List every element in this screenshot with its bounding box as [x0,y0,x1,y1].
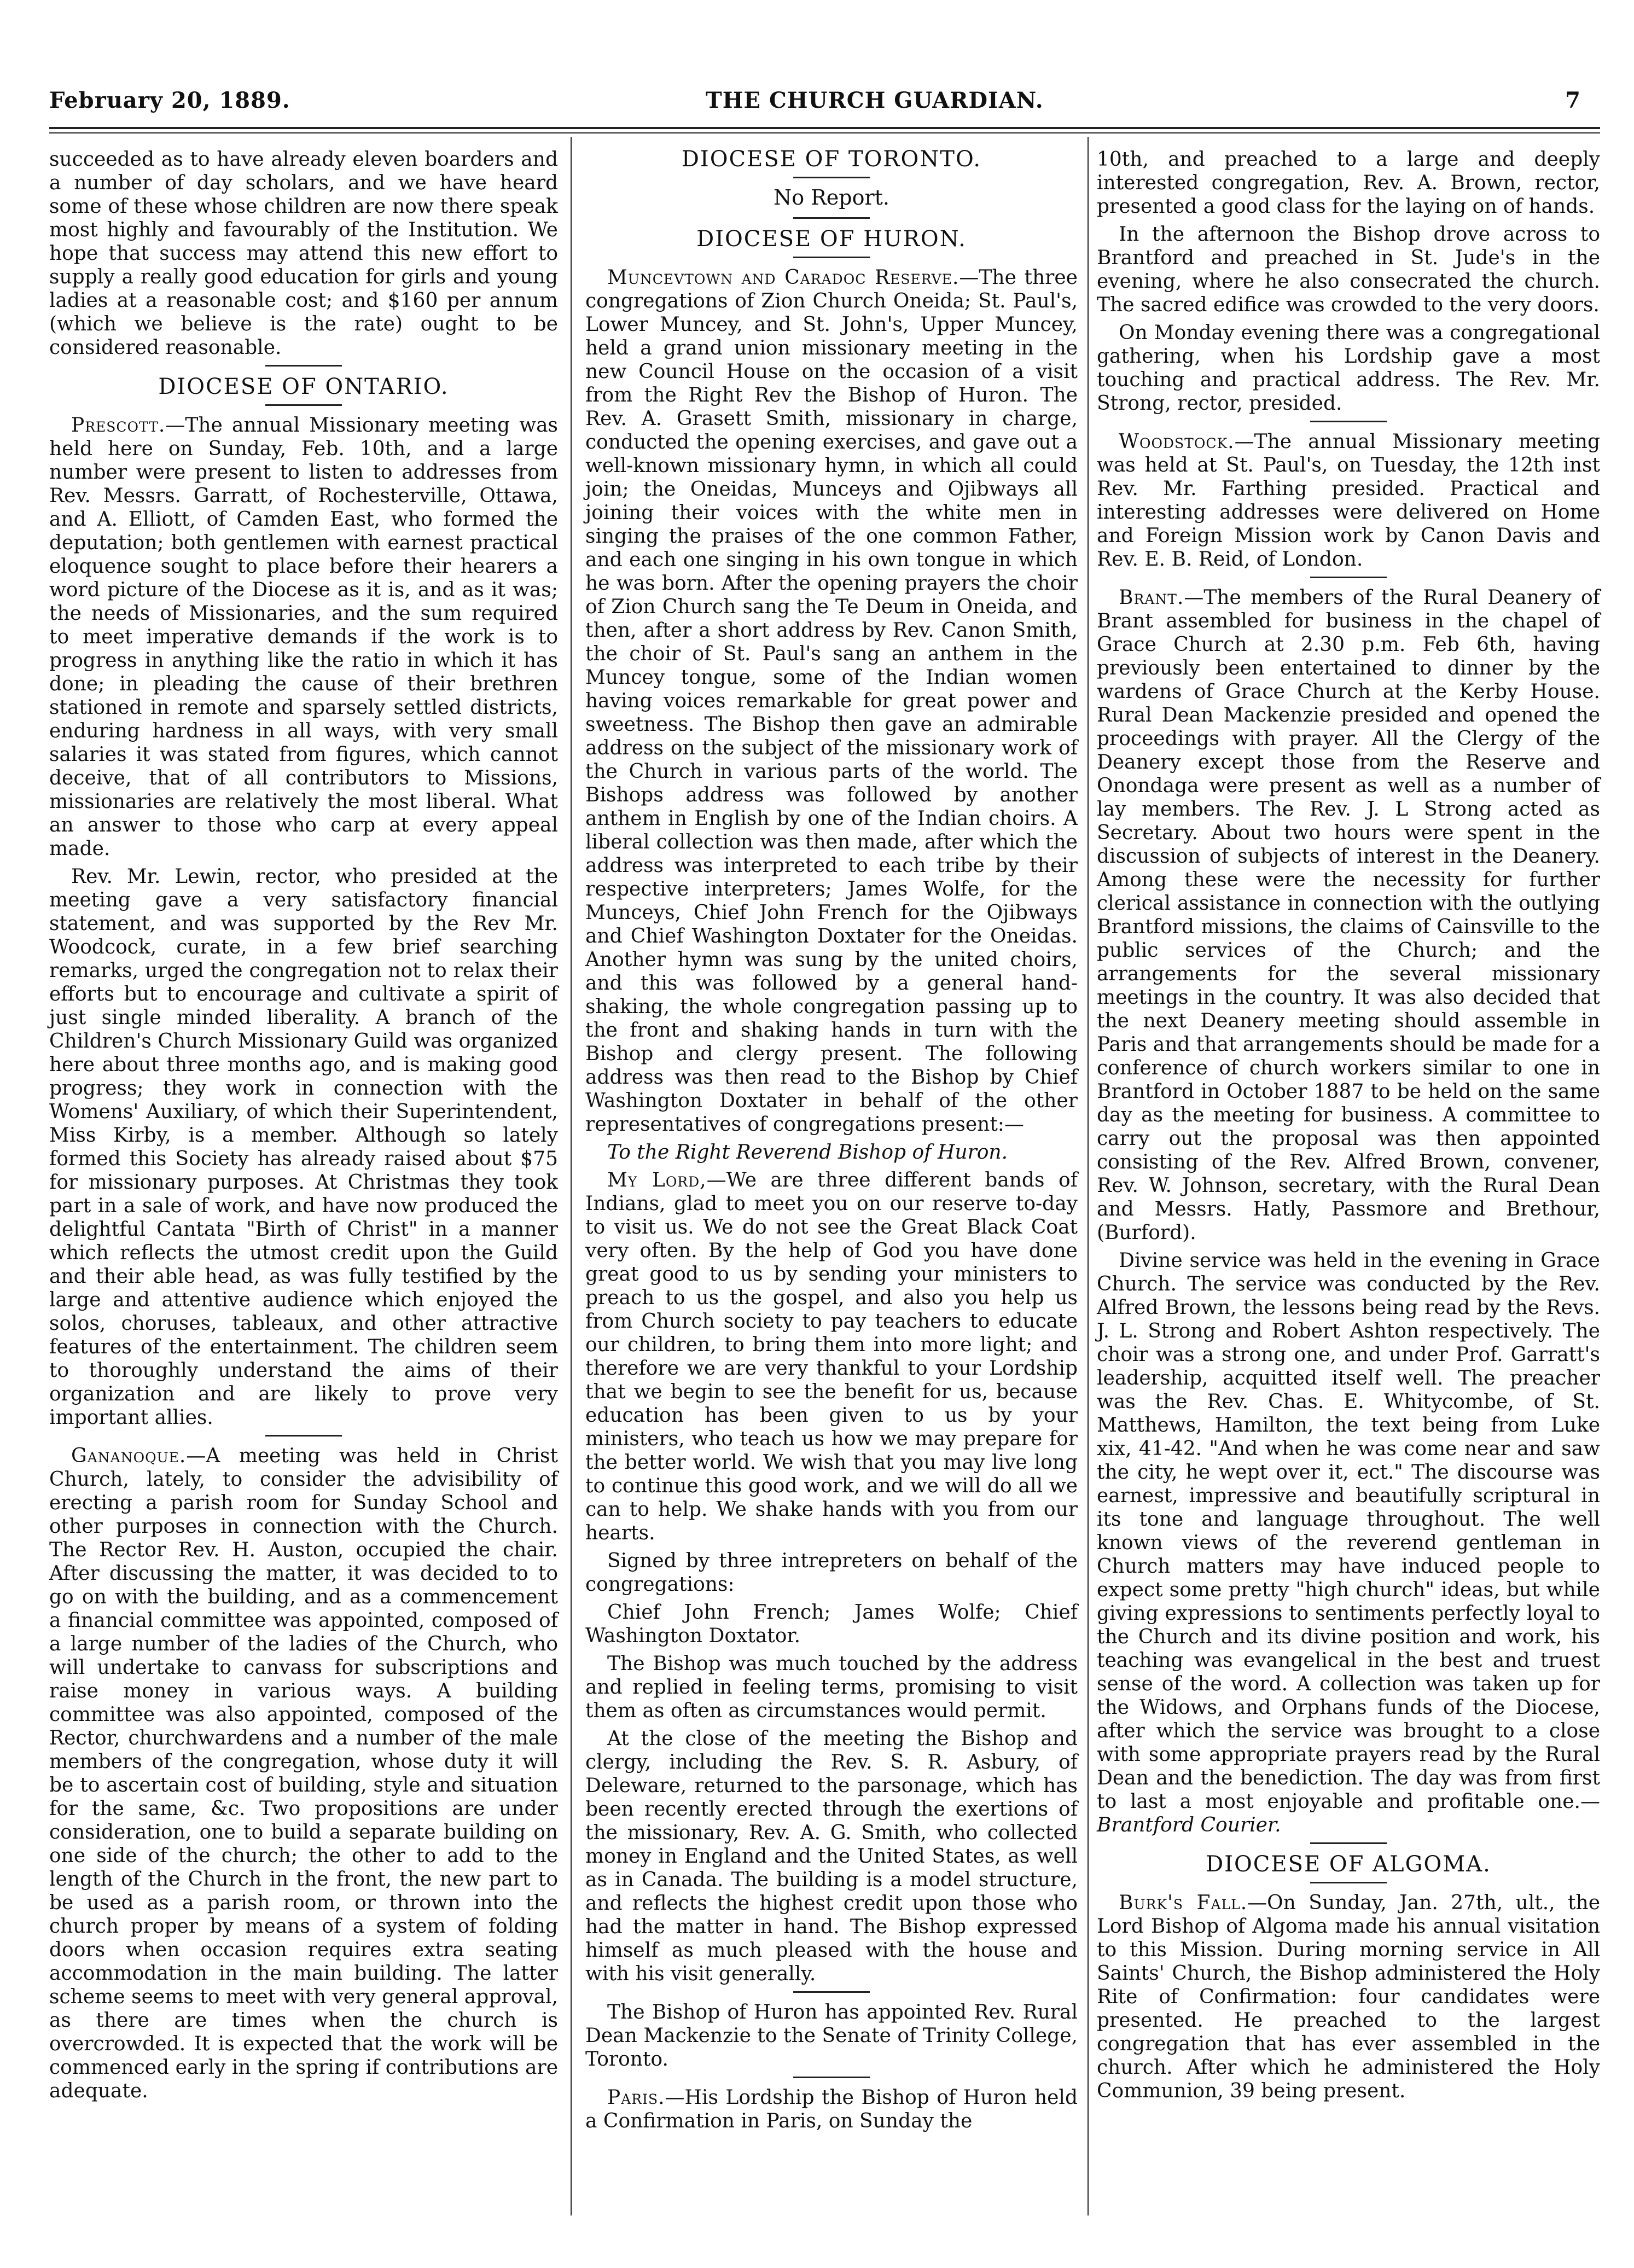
section-divider [793,1991,870,1993]
section-divider [1310,1882,1387,1883]
section-divider [1310,577,1387,578]
article-text: Rev. Mr. Lewin, rector, who presided at the meeting gave a very satisfactory financial statement, and was supported by the Rev Mr. Woodcock, curate, in a few brief searching remarks, urged the congregation not to relax their efforts but to encourage and cultivate a spirit of just single minded liberality. A branch of the Children's Church Missionary Guild was organized here about three months ago, and is making good progress; they work in connection with the Womens' Auxiliary, of which their Superintendent, Miss Kirby, is a member. Although so lately formed this Society has already raised about $75 for missionary purposes. At Christmas they took part in a sale of work, and have now produced the delightful Cantata "Birth of Christ" in a manner which reflects the utmost credit upon the Guild and their able head, as was fully testified by the large and attentive audience which enjoyed the solos, choruses, tableaux, and other attractive features of the entertainment. The children seem to thoroughly understand the aims of their organization and are likely to prove very important allies. [49,865,558,1429]
header-rule [49,127,1600,129]
article-text: The Bishop was much touched by the address and replied in feeling terms, promising to visit them as often as circumstances would permit. [585,1653,1078,1722]
article-text [585,266,1078,1136]
article-text [585,2086,1078,2133]
section-divider [793,177,870,178]
section-divider [1310,1842,1387,1844]
address-heading: To the Right Reverend Bishop of Huron. [607,1141,1008,1164]
article-text [49,414,558,860]
page-header [49,88,1581,126]
column-rule-2 [1088,137,1089,2215]
article-text [1097,1891,1600,2103]
article-text: —The annual Missionary meeting was held here on Sunday, Feb. 10th, and a large number were present to listen to addresses from Rev. Messrs. Garratt, of Rochesterville, Ottawa, and A. Elliott, of Camden East, who formed the deputation; both gentlemen with earnest practical eloquence sought to place before their hearers a word picture of the Diocese as it is, and as it was; the needs of Missionaries, and the sum required to meet imperative demands if the work is to progress in anything like the ratio in which it has done; in pleading the cause of their brethren stationed in remote and sparsely settled districts, enduring hardness in all ways, with very small salaries it was stated from figures, which cannot deceive, that of all contributors to Missions, missionaries are relatively the most liberal. What an answer to those who carp at every appeal made. [49,414,558,860]
article-text: On Monday evening there was a congregational gathering, when his Lordship gave a most touching and practical address. The Rev. Mr. Strong, rector, presided. [1097,322,1600,415]
header-date: February 20, 1889. [49,88,290,113]
article-text: —We are three different bands of Indians, glad to meet you on our reserve to-day to visit us. We do not see the Great Black Coat very often. By the help of God you have done great good to us by sending your ministers to preach to us the gospel, and also you help us from Church society to pay teachers to educate our children, to bring them into more light; and therefore we are very thankful to your Lordship that we begin to see the benefit for us, because education has been given to us by your ministers, who teach us how we may prepare for the better world. We wish that you may live long to continue this good work, and we will do all we can to help. We shake hands with you from our hearts. [585,1169,1078,1544]
article-text: succeeded as to have already eleven boarders and a number of day scholars, and we have heard some of these whose children are now there speak most highly and favourably of the Institution. We hope that success may attend this new effort to supply a really good education for girls and young ladies at a reasonable cost; and $160 per annum (which we believe is the rate) ought to be considered reasonable. [49,148,558,359]
article-text [49,1444,558,2103]
section-divider [265,1435,342,1437]
section-heading: DIOCESE OF ONTARIO. [158,374,449,399]
header-rule-thin [49,132,1600,133]
header-page-number: 7 [1565,88,1581,113]
place-name: Burk's Fall. [1119,1892,1248,1914]
article-text [1097,1249,1600,1837]
source-credit: —Brantford Courier. [1097,1790,1600,1836]
article-text: —The three congregations of Zion Church Oneida; St. Paul's, Lower Muncey, and St. John's, Upper Muncey, held a grand union missionary meeting in the new Council House on the occasion of a visit from the Right Rev the Bishop of Huron. The Rev. A. Grasett Smith, missionary in charge, conducted the opening exercises, and gave out a well-known missionary hymn, in which all could join; the Oneidas, Munceys and Ojibways all joining their voices with the white men in singing the praises of the one common Father, and each one singing in his own tongue in which he was born. After the opening prayers the choir of Zion Church sang the Te Deum in Oneida, and then, after a short address by Rev. Canon Smith, the choir of St. Paul's sang an anthem in the Muncey tongue, some of the Indian women having voices remarkable for great power and sweetness. The Bishop then gave an admirable address on the subject of the missionary work of the Church in various parts of the world. The Bishops address was followed by another anthem in English by one of the Indian choirs. A liberal collection was then made, after which the address was interpreted to each tribe by their respective interpreters; James Wolfe, for the Munceys, Chief John French for the Ojibways and Chief Washington Doxtater for the Oneidas. Another hymn was sung by the united choirs, and this was followed by a general hand-shaking, the whole congregation passing up to the front and shaking hands in turn with the Bishop and clergy present. The following address was then read to the Bishop by Chief Washington Doxtater in behalf of the other representatives of congregations present:— [585,266,1078,1136]
place-name: Muncevtown and Caradoc Reserve. [607,266,960,289]
section-divider [265,404,342,406]
section-heading: DIOCESE OF HURON. [696,226,967,252]
article-text [1097,586,1600,1245]
article-text: —A meeting was held in Christ Church, lately, to consider the advisibility of erecting a parish room for Sunday School and other purposes in connection with the Church. The Rector Rev. H. Auston, occupied the chair. After discussing the matter, it was decided to to go on with the building, and as a commencement a financial committee was appointed, composed of a large number of the ladies of the Church, who will undertake to canvass for subscriptions and raise money in various ways. A building committee was also appointed, composed of the Rector, churchwardens and a number of the male members of the congregation, whose duty it will be to ascertain cost of building, style and situation for the same, &c. Two propositions are under consideration, one to build a separate building on one side of the church; the other to add to the length of the Church in the front, the new part to be used as a parish room, or thrown into the church proper by means of a system of folding doors when occasion requires extra seating accommodation in the main building. The latter scheme seems to meet with very general approval, as there are times when the church is overcrowded. It is expected that the work will be commenced early in the spring if contributions are adequate. [49,1445,558,2102]
salutation: My Lord, [607,1169,707,1191]
article-text: Chief John French; James Wolfe; Chief Washington Doxtator. [585,1601,1078,1647]
section-divider [265,365,342,367]
section-heading: DIOCESE OF TORONTO. [681,147,982,172]
article-text [1097,430,1600,571]
header-title: THE CHURCH GUARDIAN. [706,88,1044,113]
article-text: The Bishop of Huron has appointed Rev. Rural Dean Mackenzie to the Senate of Trinity College, Toronto. [585,2001,1078,2071]
article-text: 10th, and preached to a large and deeply interested congregation, Rev. A. Brown, rector, presented a good class for the laying on of hands. [1097,148,1600,218]
column-rule-1 [571,137,572,2215]
place-name: Paris. [607,2086,665,2109]
place-name: Woodstock. [1119,431,1235,453]
article-text: —The members of the Rural Deanery of Brant assembled for business in the chapel of Grace Church at 2.30 p.m. Feb 6th, having previously been entertained to dinner by the wardens of Grace Church at the Kerby House. Rural Dean Mackenzie presided and opened the proceedings with prayer. All the Clergy of the Deanery except those from the Reserve and Onondaga were present as well as a number of lay members. The Rev. J. L Strong acted as Secretary. About two hours were spent in the discussion of subjects of interest in the Deanery. Among these were the necessity for further clerical assistance in connection with the outlying Brantford missions, the claims of Cainsville to the public services of the Church; and the arrangements for the several missionary meetings in the country. It was also decided that the next Deanery meeting should assemble in Paris and that arrangements should be made for a conference of church workers similar to one in Brantford in October 1887 to be held on the same day as the meeting for business. A committee to carry out the proposal was then appointed consisting of the Rev. Alfred Brown, convener, Rev. W. Johnson, secretary, with the Rural Dean and Messrs. Hatly, Passmore and Brethour, (Burford). [1097,586,1600,1244]
column-1 [49,148,558,2107]
article-text: In the afternoon the Bishop drove across to Brantford and preached in St. Jude's in the evening, where he also consecrated the church. The sacred edifice was crowded to the very doors. [1097,223,1600,316]
article-text: At the close of the meeting the Bishop and clergy, including the Rev. S. R. Asbury, of Deleware, returned to the parsonage, which has been recently erected through the exertions of the missionary, Rev. A. G. Smith, who collected money in England and the United States, as well as in Canada. The building is a model structure, and reflects the highest credit upon those who had the matter in hand. The Bishop expressed himself as much pleased with the house and with his visit generally. [585,1728,1078,1985]
section-heading: DIOCESE OF ALGOMA. [1206,1852,1491,1877]
article-text: —On Sunday, Jan. 27th, ult., the Lord Bishop of Algoma made his annual visitation to this Mission. During morning service in All Saints' Church, the Bishop administered the Holy Rite of Confirmation: four candidates were presented. He preached to the largest congregation that has ever assembled in the church. After which he administered the Holy Communion, 39 being present. [1097,1892,1601,2102]
article-text: —The annual Missionary meeting was held at St. Paul's, on Tuesday, the 12th inst Rev. Mr. Farthing presided. Practical and interesting addresses were delivered on Home and Foreign Mission work by Canon Davis and Rev. E. B. Reid, of London. [1097,431,1600,571]
section-divider [1310,421,1387,422]
article-text [585,1168,1078,1545]
article-text: —His Lordship the Bishop of Huron held a Confirmation in Paris, on Sunday the [585,2086,1078,2132]
column-3 [1097,148,1600,2107]
section-divider [793,257,870,258]
no-report-note: No Report. [773,185,890,210]
place-name: Prescott. [71,414,166,437]
article-text: Divine service was held in the evening in Grace Church. The service was conducted by the Rev. Alfred Brown, the lessons being read by the Revs. J. L. Strong and Robert Ashton respectively. The choir was a strong one, and under Prof. Garratt's leadership, acquitted itself well. The preacher was the Rev. Chas. E. Whitycombe, of St. Matthews, Hamilton, the text being from Luke xix, 41-42. "And when he was come near and saw the city, he wept over it, ect." The discourse was earnest, impressive and beautifully scriptural in its tone and language throughout. The well known views of the reverend gentleman in Church matters may have induced people to expect some pretty "high church" ideas, but while giving expressions to sentiments perfectly loyal to the Church and its divine position and work, his teaching was evangelical in the best and truest sense of the word. A collection was taken up for the Widows, and Orphans funds of the Diocese, after which the service was brought to a close with some appropriate prayers read by the Rural Dean and the benediction. The day was from first to last a most enjoyable and profitable one. [1097,1249,1600,1813]
section-divider [793,2077,870,2078]
article-text: Signed by three intrepreters on behalf of the congregations: [585,1550,1078,1596]
place-name: Brant. [1119,586,1184,609]
place-name: Gananoque. [71,1445,187,1467]
section-divider [793,217,870,219]
column-2 [585,148,1078,2137]
